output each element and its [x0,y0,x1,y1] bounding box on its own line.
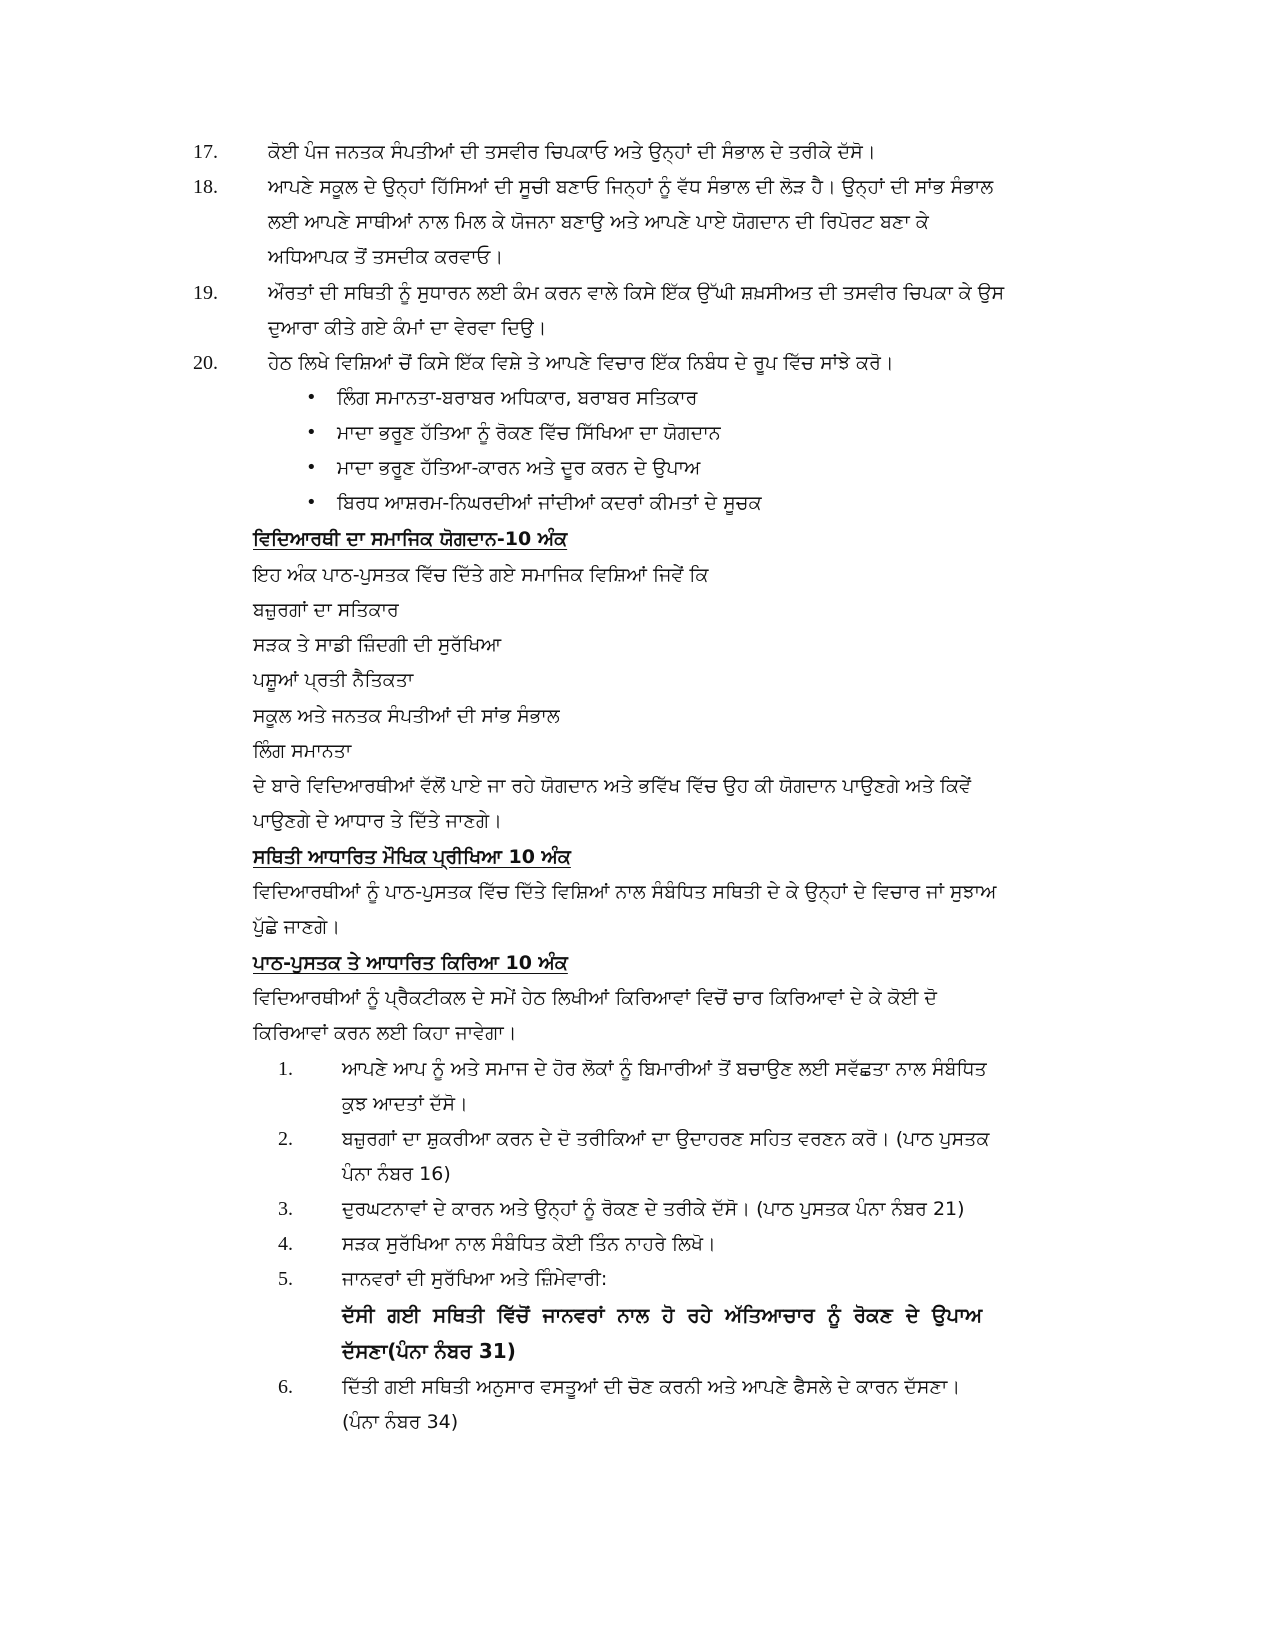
bullet-icon: • [306,492,317,513]
question-number: 20. [193,352,218,374]
bullet-icon: • [306,422,317,443]
section-heading: ਵਿਦਿਆਰਥੀ ਦਾ ਸਮਾਜਿਕ ਯੋਗਦਾਨ-10 ਅੰਕ [253,528,568,550]
activity-text: ਪੰਨਾ ਨੰਬਰ 16) [342,1163,451,1185]
question-text: ਆਪਣੇ ਸਕੂਲ ਦੇ ਉਨ੍ਹਾਂ ਹਿੱਸਿਆਂ ਦੀ ਸੂਚੀ ਬਣਾਓ ਜਿਨ੍ਹਾਂ ਨੂੰ ਵੱਧ ਸੰਭਾਲ ਦੀ ਲੋੜ ਹੈ। ਉਨ੍ਹਾਂ ਦੀ ਸਾਂਭ ਸੰਭਾਲ [268,176,994,198]
activity-number: 4. [278,1233,293,1255]
activity-number: 3. [278,1198,293,1220]
paragraph-text: ਇਹ ਅੰਕ ਪਾਠ-ਪੁਸਤਕ ਵਿੱਚ ਦਿੱਤੇ ਗਏ ਸਮਾਜਿਕ ਵਿਸ਼ਿਆਂ ਜਿਵੇਂ ਕਿ [253,564,709,586]
activity-text: ਦਿੱਤੀ ਗਈ ਸਥਿਤੀ ਅਨੁਸਾਰ ਵਸਤੂਆਂ ਦੀ ਚੋਣ ਕਰਨੀ ਅਤੇ ਆਪਣੇ ਫੈਸਲੇ ਦੇ ਕਾਰਨ ਦੱਸਣਾ। [342,1376,961,1398]
topic-item: ਸਕੂਲ ਅਤੇ ਜਨਤਕ ਸੰਪਤੀਆਂ ਦੀ ਸਾਂਭ ਸੰਭਾਲ [253,705,560,727]
activity-text: ਬਜ਼ੁਰਗਾਂ ਦਾ ਸ਼ੁਕਰੀਆ ਕਰਨ ਦੇ ਦੋ ਤਰੀਕਿਆਂ ਦਾ ਉਦਾਹਰਣ ਸਹਿਤ ਵਰਣਨ ਕਰੋ। (ਪਾਠ ਪੁਸਤਕ [342,1128,990,1150]
activity-text: ਸੜਕ ਸੁਰੱਖਿਆ ਨਾਲ ਸੰਬੰਧਿਤ ਕੋਈ ਤਿੰਨ ਨਾਹਰੇ ਲਿਖੋ। [342,1233,716,1255]
activity-text-bold: ਦੱਸਣਾ(ਪੰਨਾ ਨੰਬਰ 31) [342,1339,516,1363]
bullet-item: ਮਾਦਾ ਭਰੂਣ ਹੱਤਿਆ-ਕਾਰਨ ਅਤੇ ਦੂਰ ਕਰਨ ਦੇ ਉਪਾਅ [337,457,701,479]
question-text: ਅਧਿਆਪਕ ਤੋਂ ਤਸਦੀਕ ਕਰਵਾਓ। [268,246,504,268]
bullet-item: ਬਿਰਧ ਆਸ਼ਰਮ-ਨਿਘਰਦੀਆਂ ਜਾਂਦੀਆਂ ਕਦਰਾਂ ਕੀਮਤਾਂ ਦੇ ਸੂਚਕ [337,492,762,514]
paragraph-text: ਦੇ ਬਾਰੇ ਵਿਦਿਆਰਥੀਆਂ ਵੱਲੋਂ ਪਾਏ ਜਾ ਰਹੇ ਯੋਗਦਾਨ ਅਤੇ ਭਵਿੱਖ ਵਿੱਚ ਉਹ ਕੀ ਯੋਗਦਾਨ ਪਾਉਣਗੇ ਅਤੇ ਕਿਵੇਂ [253,775,971,797]
activity-number: 6. [278,1376,293,1398]
activity-number: 2. [278,1128,293,1150]
bullet-item: ਲਿੰਗ ਸਮਾਨਤਾ-ਬਰਾਬਰ ਅਧਿਕਾਰ, ਬਰਾਬਰ ਸਤਿਕਾਰ [337,387,698,409]
activity-text: ਕੁਝ ਆਦਤਾਂ ਦੱਸੋ। [342,1093,468,1115]
activity-text-bold: ਦੱਸੀ ਗਈ ਸਥਿਤੀ ਵਿੱਚੋਂ ਜਾਨਵਰਾਂ ਨਾਲ ਹੋ ਰਹੇ ਅੱਤਿਆਚਾਰ ਨੂੰ ਰੋਕਣ ਦੇ ਉਪਾਅ [342,1303,983,1327]
paragraph-text: ਕਿਰਿਆਵਾਂ ਕਰਨ ਲਈ ਕਿਹਾ ਜਾਵੇਗਾ। [253,1022,517,1044]
activity-number: 5. [278,1268,293,1290]
section-heading: ਸਥਿਤੀ ਆਧਾਰਿਤ ਮੌਖਿਕ ਪ੍ਰੀਖਿਆ 10 ਅੰਕ [253,846,571,868]
bullet-item: ਮਾਦਾ ਭਰੂਣ ਹੱਤਿਆ ਨੂੰ ਰੋਕਣ ਵਿੱਚ ਸਿੱਖਿਆ ਦਾ ਯੋਗਦਾਨ [337,422,721,444]
question-text: ਕੋਈ ਪੰਜ ਜਨਤਕ ਸੰਪਤੀਆਂ ਦੀ ਤਸਵੀਰ ਚਿਪਕਾਓ ਅਤੇ ਉਨ੍ਹਾਂ ਦੀ ਸੰਭਾਲ ਦੇ ਤਰੀਕੇ ਦੱਸੋ। [268,141,876,163]
paragraph-text: ਵਿਦਿਆਰਥੀਆਂ ਨੂੰ ਪ੍ਰੈਕਟੀਕਲ ਦੇ ਸਮੇਂ ਹੇਠ ਲਿਖੀਆਂ ਕਿਰਿਆਵਾਂ ਵਿਚੋਂ ਚਾਰ ਕਿਰਿਆਵਾਂ ਦੇ ਕੇ ਕੋਈ ਦੋ [253,987,937,1009]
topic-item: ਸੜਕ ਤੇ ਸਾਡੀ ਜ਼ਿੰਦਗੀ ਦੀ ਸੁਰੱਖਿਆ [253,634,502,656]
section-heading: ਪਾਠ-ਪੁਸਤਕ ਤੇ ਆਧਾਰਿਤ ਕਿਰਿਆ 10 ਅੰਕ [253,952,568,974]
activity-text: ਦੁਰਘਟਨਾਵਾਂ ਦੇ ਕਾਰਨ ਅਤੇ ਉਨ੍ਹਾਂ ਨੂੰ ਰੋਕਣ ਦੇ ਤਰੀਕੇ ਦੱਸੋ। (ਪਾਠ ਪੁਸਤਕ ਪੰਨਾ ਨੰਬਰ 21) [342,1198,965,1220]
paragraph-text: ਪਾਉਣਗੇ ਦੇ ਆਧਾਰ ਤੇ ਦਿੱਤੇ ਜਾਣਗੇ। [253,810,502,832]
question-number: 17. [193,141,218,163]
activity-number: 1. [278,1058,293,1080]
question-text: ਹੇਠ ਲਿਖੇ ਵਿਸ਼ਿਆਂ ਚੋਂ ਕਿਸੇ ਇੱਕ ਵਿਸ਼ੇ ਤੇ ਆਪਣੇ ਵਿਚਾਰ ਇੱਕ ਨਿਬੰਧ ਦੇ ਰੂਪ ਵਿੱਚ ਸਾਂਝੇ ਕਰੋ। [268,352,894,374]
question-number: 19. [193,282,218,304]
activity-text: ਜਾਨਵਰਾਂ ਦੀ ਸੁਰੱਖਿਆ ਅਤੇ ਜ਼ਿੰਮੇਵਾਰੀ: [342,1268,608,1290]
bullet-icon: • [306,387,317,408]
question-text: ਲਈ ਆਪਣੇ ਸਾਥੀਆਂ ਨਾਲ ਮਿਲ ਕੇ ਯੋਜਨਾ ਬਣਾਉ ਅਤੇ ਆਪਣੇ ਪਾਏ ਯੋਗਦਾਨ ਦੀ ਰਿਪੋਰਟ ਬਣਾ ਕੇ [268,211,929,233]
paragraph-text: ਪੁੱਛੇ ਜਾਣਗੇ। [253,916,340,938]
topic-item: ਬਜ਼ੁਰਗਾਂ ਦਾ ਸਤਿਕਾਰ [253,599,399,621]
activity-text: ਆਪਣੇ ਆਪ ਨੂੰ ਅਤੇ ਸਮਾਜ ਦੇ ਹੋਰ ਲੋਕਾਂ ਨੂੰ ਬਿਮਾਰੀਆਂ ਤੋਂ ਬਚਾਉਣ ਲਈ ਸਵੱਛਤਾ ਨਾਲ ਸੰਬੰਧਿਤ [342,1058,987,1080]
question-text: ਔਰਤਾਂ ਦੀ ਸਥਿਤੀ ਨੂੰ ਸੁਧਾਰਨ ਲਈ ਕੰਮ ਕਰਨ ਵਾਲੇ ਕਿਸੇ ਇੱਕ ਉੱਘੀ ਸ਼ਖ਼ਸੀਅਤ ਦੀ ਤਸਵੀਰ ਚਿਪਕਾ ਕੇ ਉਸ [268,282,1005,304]
question-text: ਦੁਆਰਾ ਕੀਤੇ ਗਏ ਕੰਮਾਂ ਦਾ ਵੇਰਵਾ ਦਿਉ। [268,317,547,339]
activity-text: (ਪੰਨਾ ਨੰਬਰ 34) [342,1411,459,1433]
topic-item: ਪਸ਼ੂਆਂ ਪ੍ਰਤੀ ਨੈਤਿਕਤਾ [253,669,414,691]
bullet-icon: • [306,457,317,478]
topic-item: ਲਿੰਗ ਸਮਾਨਤਾ [253,740,352,762]
question-number: 18. [193,176,218,198]
paragraph-text: ਵਿਦਿਆਰਥੀਆਂ ਨੂੰ ਪਾਠ-ਪੁਸਤਕ ਵਿੱਚ ਦਿੱਤੇ ਵਿਸ਼ਿਆਂ ਨਾਲ ਸੰਬੰਧਿਤ ਸਥਿਤੀ ਦੇ ਕੇ ਉਨ੍ਹਾਂ ਦੇ ਵਿਚਾਰ ਜਾਂ ਸੁਝਾਅ [253,881,997,903]
